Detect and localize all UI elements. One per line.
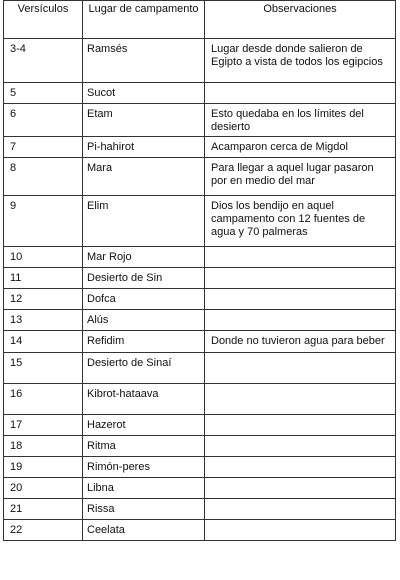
verse-cell-text: 22 [10, 524, 23, 536]
observation-cell [205, 520, 396, 541]
place-cell [83, 310, 205, 331]
observation-cell-text: Acamparon cerca de Migdol [211, 141, 348, 153]
observation-cell-text: Para llegar a aquel lugar pasaron por en medio del mar [211, 162, 374, 187]
verse-cell [4, 499, 83, 520]
observation-cell-text [205, 520, 395, 524]
verse-cell-text: 7 [10, 141, 17, 153]
verse-cell [4, 384, 83, 415]
observation-cell [205, 457, 396, 478]
observation-cell [205, 104, 396, 137]
place-cell-text: Etam [87, 108, 113, 120]
encampments-table [3, 0, 396, 541]
place-cell-text: Ritma [87, 440, 116, 452]
verse-cell-text: 10 [10, 251, 23, 263]
verse-cell-text: 20 [10, 482, 23, 494]
observation-cell [205, 137, 396, 158]
table-row [4, 353, 396, 384]
observation-cell-text [205, 353, 395, 357]
observation-cell [205, 478, 396, 499]
place-cell-text: Ramsés [87, 43, 128, 55]
place-cell-text: Desierto de Sin [87, 272, 163, 284]
header-verses [4, 1, 83, 39]
observation-cell [205, 436, 396, 457]
verse-cell [4, 39, 83, 83]
place-cell-text: Elim [87, 200, 109, 212]
place-cell-text: Desierto de Sinaí [87, 357, 172, 369]
table-row [4, 384, 396, 415]
place-cell [83, 83, 205, 104]
verse-cell-text: 18 [10, 440, 23, 452]
verse-cell [4, 520, 83, 541]
table-row [4, 331, 396, 353]
table-row [4, 137, 396, 158]
observation-cell-text: Esto quedaba en los límites del desierto [211, 108, 364, 133]
observation-cell-text [205, 478, 395, 482]
place-cell-text: Sucot [87, 87, 116, 99]
verse-cell [4, 289, 83, 310]
header-verses-label: Versículos [17, 3, 69, 15]
verse-cell [4, 478, 83, 499]
table-row [4, 247, 396, 268]
observation-cell [205, 247, 396, 268]
header-observations [205, 1, 396, 39]
verse-cell-text: 13 [10, 314, 23, 326]
observation-cell-text [205, 457, 395, 461]
observation-cell [205, 310, 396, 331]
place-cell [83, 415, 205, 436]
verse-cell-text: 16 [10, 388, 23, 400]
place-cell-text: Mar Rojo [87, 251, 132, 263]
verse-cell [4, 104, 83, 137]
place-cell-text: Alús [87, 314, 109, 326]
verse-cell [4, 310, 83, 331]
table-row [4, 104, 396, 137]
observation-cell-text [205, 310, 395, 314]
place-cell [83, 137, 205, 158]
place-cell-text: Libna [87, 482, 114, 494]
observation-cell-text [205, 247, 395, 251]
observation-cell [205, 289, 396, 310]
verse-cell [4, 83, 83, 104]
observation-cell [205, 331, 396, 353]
verse-cell [4, 457, 83, 478]
verse-cell-text: 8 [10, 162, 17, 174]
place-cell-text: Kibrot-hataava [87, 388, 159, 400]
observation-cell-text [205, 384, 395, 388]
observation-cell [205, 353, 396, 384]
place-cell [83, 289, 205, 310]
table-row [4, 39, 396, 83]
verse-cell [4, 158, 83, 196]
place-cell [83, 520, 205, 541]
header-observations-label: Observaciones [263, 3, 337, 15]
verse-cell [4, 137, 83, 158]
place-cell-text: Mara [87, 162, 113, 174]
verse-cell-text: 12 [10, 293, 23, 305]
place-cell [83, 353, 205, 384]
observation-cell [205, 499, 396, 520]
place-cell [83, 158, 205, 196]
place-cell-text: Refidim [87, 335, 125, 347]
table-row [4, 158, 396, 196]
header-row [4, 1, 396, 39]
header-place [83, 1, 205, 39]
place-cell [83, 247, 205, 268]
observation-cell-text: Dios los bendijo en aquel campamento con 12 fuentes de agua y 70 palmeras [211, 200, 366, 238]
observation-cell [205, 158, 396, 196]
verse-cell-text: 5 [10, 87, 17, 99]
verse-cell-text: 9 [10, 200, 17, 212]
place-cell [83, 499, 205, 520]
verse-cell-text: 19 [10, 461, 23, 473]
verse-cell-text: 11 [10, 272, 22, 284]
table-row [4, 457, 396, 478]
verse-cell [4, 247, 83, 268]
observation-cell-text [205, 268, 395, 272]
verse-cell-text: 3-4 [10, 43, 26, 55]
verse-cell [4, 436, 83, 457]
place-cell [83, 384, 205, 415]
verse-cell-text: 15 [10, 357, 23, 369]
table-row [4, 83, 396, 104]
table-row [4, 478, 396, 499]
place-cell [83, 39, 205, 83]
place-cell-text: Dofca [87, 293, 116, 305]
place-cell-text: Ceelata [87, 524, 125, 536]
place-cell [83, 457, 205, 478]
table-row [4, 499, 396, 520]
place-cell [83, 331, 205, 353]
table-row [4, 520, 396, 541]
observation-cell [205, 268, 396, 289]
observation-cell [205, 384, 396, 415]
verse-cell-text: 14 [10, 335, 23, 347]
place-cell [83, 104, 205, 137]
place-cell-text: Rissa [87, 503, 115, 515]
observation-cell [205, 83, 396, 104]
observation-cell-text [205, 83, 395, 87]
observation-cell [205, 415, 396, 436]
verse-cell-text: 17 [10, 419, 23, 431]
table-row [4, 196, 396, 247]
header-place-label: Lugar de campamento [88, 3, 199, 15]
place-cell [83, 436, 205, 457]
place-cell [83, 478, 205, 499]
table-row [4, 415, 396, 436]
place-cell [83, 196, 205, 247]
table-row [4, 289, 396, 310]
observation-cell-text: Donde no tuvieron agua para beber [211, 335, 385, 347]
table-row [4, 310, 396, 331]
observation-cell [205, 39, 396, 83]
observation-cell-text [205, 289, 395, 293]
observation-cell-text: Lugar desde donde salieron de Egipto a vista de todos los egipcios [211, 43, 383, 68]
place-cell-text: Hazerot [87, 419, 126, 431]
observation-cell-text [205, 499, 395, 503]
place-cell-text: Pi-hahirot [87, 141, 135, 153]
verse-cell [4, 331, 83, 353]
verse-cell [4, 353, 83, 384]
verse-cell-text: 6 [10, 108, 17, 120]
observation-cell [205, 196, 396, 247]
observation-cell-text [205, 436, 395, 440]
verse-cell [4, 196, 83, 247]
place-cell-text: Rimón-peres [87, 461, 150, 473]
verse-cell [4, 268, 83, 289]
table-row [4, 268, 396, 289]
observation-cell-text [205, 415, 395, 419]
place-cell [83, 268, 205, 289]
verse-cell [4, 415, 83, 436]
table-row [4, 436, 396, 457]
verse-cell-text: 21 [10, 503, 23, 515]
